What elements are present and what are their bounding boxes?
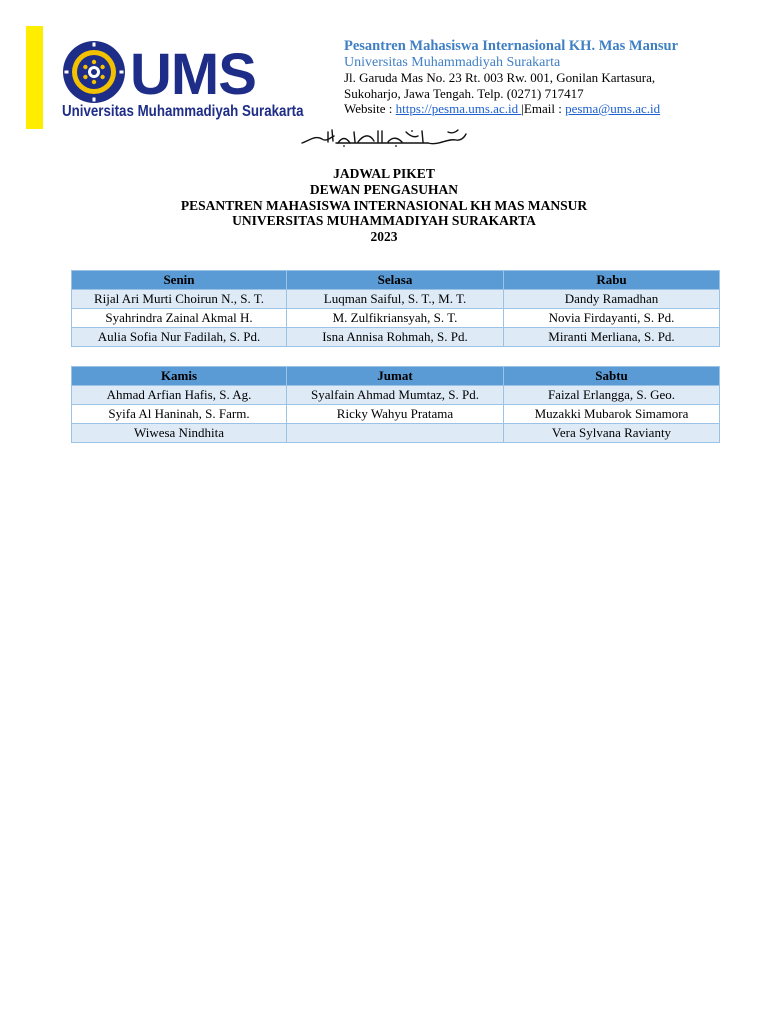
table-row <box>72 405 720 424</box>
table-cell: Faizal Erlangga, S. Geo. <box>504 386 720 405</box>
table-cell: Novia Firdayanti, S. Pd. <box>504 309 720 328</box>
schedule-table-mon-wed <box>71 270 720 347</box>
table-cell-empty <box>287 424 504 443</box>
website-link[interactable]: https://pesma.ums.ac.id <box>395 101 522 116</box>
ums-logo <box>60 38 304 124</box>
table-cell: Aulia Sofia Nur Fadilah, S. Pd. <box>72 328 287 347</box>
title-line-1: JADWAL PIKET <box>333 166 435 181</box>
table-cell: Syahrindra Zainal Akmal H. <box>72 309 287 328</box>
email-label: |Email : <box>521 101 566 116</box>
header-sabtu: Sabtu <box>504 367 720 386</box>
table-cell: Syifa Al Haninah, S. Farm. <box>72 405 287 424</box>
title-line-3: PESANTREN MAHASISWA INTERNASIONAL KH MAS MANSUR <box>180 197 588 213</box>
header-selasa: Selasa <box>287 271 504 290</box>
ums-logo-subtitle: Universitas Muhammadiyah Surakarta <box>62 103 304 120</box>
table-row <box>72 290 720 309</box>
address-line-2: Sukoharjo, Jawa Tengah. Telp. (0271) 717417 <box>344 85 584 101</box>
website-label: Website : <box>344 101 396 116</box>
table-cell: Isna Annisa Rohmah, S. Pd. <box>287 328 504 347</box>
table-row <box>72 309 720 328</box>
table-header-row <box>72 367 720 386</box>
org-name: Pesantren Mahasiswa Internasional KH. Mas Mansur <box>344 38 679 54</box>
university-name: Universitas Muhammadiyah Surakarta <box>344 55 561 70</box>
email-link[interactable]: pesma@ums.ac.id <box>565 101 661 116</box>
title-line-4: UNIVERSITAS MUHAMMADIYAH SURAKARTA <box>232 213 536 229</box>
title-line-2: DEWAN PENGASUHAN <box>309 181 459 197</box>
table-cell: Miranti Merliana, S. Pd. <box>504 328 720 347</box>
table-cell: Dandy Ramadhan <box>504 290 720 309</box>
table-cell: Ahmad Arfian Hafis, S. Ag. <box>72 386 287 405</box>
table-header-row <box>72 271 720 290</box>
table-cell: Vera Sylvana Ravianty <box>504 424 720 443</box>
address-line-1: Jl. Garuda Mas No. 23 Rt. 003 Rw. 001, Gonilan Kartasura, <box>344 70 656 85</box>
table-row <box>72 328 720 347</box>
header-rabu: Rabu <box>504 271 720 290</box>
table-cell: Ricky Wahyu Pratama <box>287 405 504 424</box>
contact-line <box>344 101 744 117</box>
basmalah-calligraphy-icon <box>298 126 470 148</box>
table-row <box>72 386 720 405</box>
yellow-accent-bar <box>26 26 43 129</box>
ums-seal-icon <box>62 40 126 104</box>
header-kamis: Kamis <box>72 367 287 386</box>
schedule-table-thu-sat <box>71 366 720 443</box>
table-row <box>72 424 720 443</box>
letterhead-text <box>344 38 744 117</box>
ums-wordmark: UMS <box>130 42 256 107</box>
table-cell: Muzakki Mubarok Simamora <box>504 405 720 424</box>
header-senin: Senin <box>72 271 287 290</box>
table-cell: Rijal Ari Murti Choirun N., S. T. <box>72 290 287 309</box>
table-cell: Luqman Saiful, S. T., M. T. <box>287 290 504 309</box>
title-line-5: 2023 <box>370 229 398 245</box>
table-cell: Wiwesa Nindhita <box>72 424 287 443</box>
table-cell: M. Zulfikriansyah, S. T. <box>287 309 504 328</box>
document-title <box>0 166 768 245</box>
header-jumat: Jumat <box>287 367 504 386</box>
table-cell: Syalfain Ahmad Mumtaz, S. Pd. <box>287 386 504 405</box>
